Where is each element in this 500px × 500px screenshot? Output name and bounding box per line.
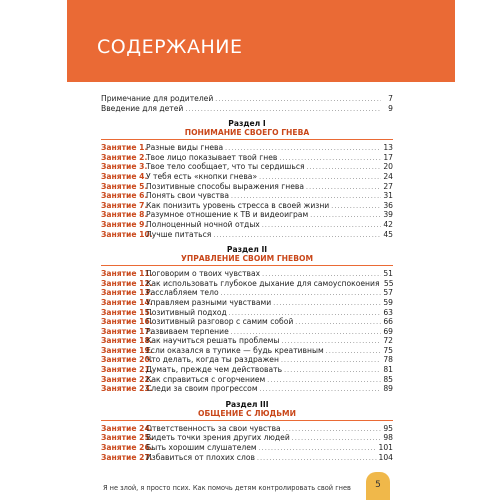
entry-title: Как понизить уровень стресса в своей жизни xyxy=(146,200,330,210)
section-name: ПОНИМАНИЕ СВОЕГО ГНЕВА xyxy=(184,128,310,138)
entry-title: Расслабляем тело xyxy=(146,288,219,298)
entry-title: Примечание для родителей xyxy=(101,94,214,103)
toc-lesson-row xyxy=(101,143,393,153)
entry-page-number: 24 xyxy=(383,171,393,181)
section-divider xyxy=(101,420,393,421)
lesson-label: Занятие 21. xyxy=(101,365,153,375)
entry-page-number: 81 xyxy=(383,365,393,375)
lesson-label: Занятие 26. xyxy=(101,443,153,453)
dot-leader xyxy=(257,453,377,464)
entry-page-number: 39 xyxy=(383,210,393,220)
lesson-label: Занятие 12. xyxy=(101,278,153,288)
entry-page-number: 45 xyxy=(383,229,393,239)
entry-page-number: 89 xyxy=(383,384,393,394)
header-banner xyxy=(67,0,455,82)
lesson-label: Занятие 18. xyxy=(101,336,153,346)
page-title: СОДЕРЖАНИЕ xyxy=(97,36,243,58)
toc-lesson-row xyxy=(101,365,393,375)
entry-page-number: 101 xyxy=(378,443,393,453)
page-number: 5 xyxy=(375,480,381,490)
toc-lesson-row xyxy=(101,336,393,346)
entry-title: Что делать, когда ты раздражен xyxy=(146,355,279,365)
entry-page-number: 9 xyxy=(388,103,393,113)
lesson-label: Занятие 9. xyxy=(101,219,148,229)
entry-title: Быть хорошим слушателем xyxy=(146,443,257,453)
entry-title: Твое лицо показывает твой гнев xyxy=(146,152,278,162)
toc-lesson-row xyxy=(101,182,393,192)
entry-page-number: 66 xyxy=(383,317,393,327)
toc-lesson-row xyxy=(101,269,393,279)
page-number-badge xyxy=(366,472,390,500)
section-number: Раздел III xyxy=(225,399,269,409)
entry-title: Разумное отношение к ТВ и видеоиграм xyxy=(146,210,309,220)
toc-lesson-row xyxy=(101,210,393,220)
section-name: ОБЩЕНИЕ С ЛЮДЬМИ xyxy=(198,408,296,418)
entry-page-number: 98 xyxy=(383,433,393,443)
lesson-label: Занятие 2. xyxy=(101,152,148,162)
entry-title: Ответственность за свои чувства xyxy=(146,423,281,433)
table-of-contents xyxy=(101,94,393,462)
section-divider xyxy=(101,265,393,266)
dot-leader xyxy=(260,384,381,395)
lesson-label: Занятие 17. xyxy=(101,326,153,336)
lesson-label: Занятие 22. xyxy=(101,374,153,384)
toc-lesson-row xyxy=(101,298,393,308)
toc-lesson-row xyxy=(101,317,393,327)
section-divider xyxy=(101,139,393,140)
entry-title: Видеть точки зрения других людей xyxy=(146,433,290,443)
entry-title: Понять свои чувства xyxy=(146,191,230,201)
lesson-label: Занятие 14. xyxy=(101,297,153,307)
toc-lesson-row xyxy=(101,424,393,434)
entry-page-number: 57 xyxy=(383,288,393,298)
toc-lesson-row xyxy=(101,230,393,240)
toc-lesson-row xyxy=(101,279,393,289)
lesson-label: Занятие 16. xyxy=(101,317,153,327)
toc-lesson-row xyxy=(101,433,393,443)
toc-lesson-row xyxy=(101,308,393,318)
entry-title: Введение для детей xyxy=(101,103,184,113)
lesson-label: Занятие 24. xyxy=(101,423,153,433)
entry-page-number: 85 xyxy=(383,374,393,384)
entry-title: Позитивные способы выражения гнева xyxy=(146,181,305,191)
entry-page-number: 7 xyxy=(388,94,393,103)
toc-lesson-row xyxy=(101,443,393,453)
toc-lesson-row xyxy=(101,375,393,385)
lesson-label: Занятие 7. xyxy=(101,200,148,210)
entry-page-number: 13 xyxy=(383,143,393,153)
lesson-label: Занятие 4. xyxy=(101,171,148,181)
entry-title: Твое тело сообщает, что ты сердишься xyxy=(146,162,305,172)
dot-leader xyxy=(213,230,381,241)
toc-lesson-row xyxy=(101,288,393,298)
section-heading xyxy=(101,119,393,140)
entry-title: Развиваем терпение xyxy=(146,326,229,336)
entry-page-number: 36 xyxy=(383,200,393,210)
entry-title: Лучше питаться xyxy=(146,229,212,239)
toc-intro-row xyxy=(101,104,393,114)
toc-lesson-row xyxy=(101,162,393,172)
lesson-label: Занятие 27. xyxy=(101,452,153,462)
lesson-label: Занятие 15. xyxy=(101,307,153,317)
lesson-label: Занятие 25. xyxy=(101,433,153,443)
entry-page-number: 104 xyxy=(378,452,393,462)
entry-title: Как справиться с огорчением xyxy=(146,374,266,384)
lesson-label: Занятие 6. xyxy=(101,191,148,201)
lesson-label: Занятие 1. xyxy=(101,143,148,153)
lesson-label: Занятие 11. xyxy=(101,269,153,279)
toc-lesson-row xyxy=(101,327,393,337)
toc-intro-row xyxy=(101,94,393,104)
entry-page-number: 75 xyxy=(383,345,393,355)
entry-page-number: 27 xyxy=(383,181,393,191)
entry-page-number: 69 xyxy=(383,326,393,336)
entry-title: Поговорим о твоих чувствах xyxy=(146,269,261,279)
entry-title: Управляем разными чувствами xyxy=(146,297,272,307)
entry-page-number: 63 xyxy=(383,307,393,317)
dot-leader xyxy=(185,104,381,115)
entry-page-number: 51 xyxy=(383,269,393,279)
entry-title: Следи за своим прогрессом xyxy=(146,384,258,394)
toc-lesson-row xyxy=(101,384,393,394)
toc-lesson-row xyxy=(101,201,393,211)
entry-page-number: 95 xyxy=(383,423,393,433)
entry-title: Разные виды гнева xyxy=(146,143,224,153)
entry-title: Если оказался в тупике — будь креативным xyxy=(146,345,324,355)
entry-page-number: 59 xyxy=(383,297,393,307)
toc-lesson-row xyxy=(101,453,393,463)
section-number: Раздел II xyxy=(226,245,268,255)
lesson-label: Занятие 23. xyxy=(101,384,153,394)
section-number: Раздел I xyxy=(228,119,266,129)
toc-lesson-row xyxy=(101,153,393,163)
entry-page-number: 78 xyxy=(383,355,393,365)
entry-page-number: 55 xyxy=(383,278,394,288)
footer-book-title: Я не злой, я просто псих. Как помочь детям контролировать свой гнев xyxy=(103,484,351,492)
lesson-label: Занятие 8. xyxy=(101,210,148,220)
entry-title: У тебя есть «кнопки гнева» xyxy=(146,171,258,181)
section-name: УПРАВЛЕНИЕ СВОИМ ГНЕВОМ xyxy=(180,254,314,264)
entry-title: Полноценный ночной отдых xyxy=(146,219,260,229)
section-heading xyxy=(101,400,393,421)
lesson-label: Занятие 10. xyxy=(101,229,153,239)
entry-title: Избавиться от плохих слов xyxy=(146,452,255,462)
lesson-label: Занятие 20. xyxy=(101,355,153,365)
lesson-label: Занятие 5. xyxy=(101,181,148,191)
lesson-label: Занятие 19. xyxy=(101,345,153,355)
entry-page-number: 72 xyxy=(383,336,393,346)
entry-title: Позитивный разговор с самим собой xyxy=(146,317,294,327)
entry-title: Позитивный подход xyxy=(146,307,227,317)
lesson-label: Занятие 3. xyxy=(101,162,148,172)
entry-title: Думать, прежде чем действовать xyxy=(146,365,283,375)
toc-lesson-row xyxy=(101,191,393,201)
entry-title: Как научиться решать проблемы xyxy=(146,336,280,346)
toc-lesson-row xyxy=(101,346,393,356)
entry-page-number: 31 xyxy=(383,191,393,201)
toc-lesson-row xyxy=(101,355,393,365)
lesson-label: Занятие 13. xyxy=(101,288,153,298)
toc-lesson-row xyxy=(101,172,393,182)
entry-page-number: 17 xyxy=(383,152,393,162)
section-heading xyxy=(101,245,393,266)
entry-title: Как использовать глубокое дыхание для самоуспокоения xyxy=(146,278,380,288)
entry-page-number: 42 xyxy=(383,219,393,229)
toc-lesson-row xyxy=(101,220,393,230)
entry-page-number: 20 xyxy=(383,162,393,172)
